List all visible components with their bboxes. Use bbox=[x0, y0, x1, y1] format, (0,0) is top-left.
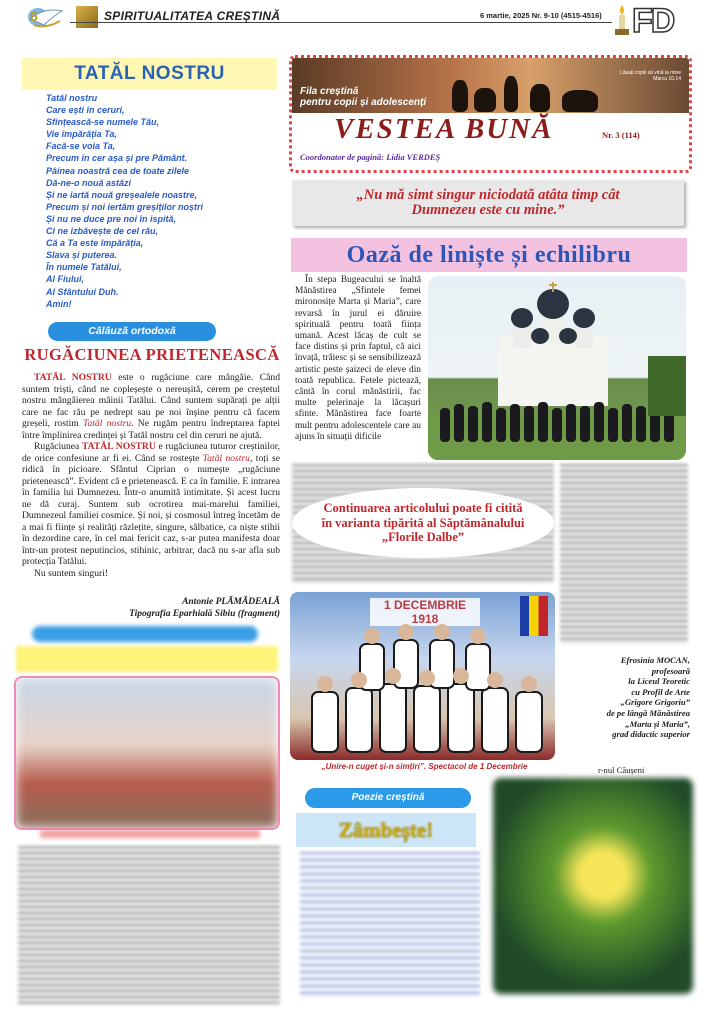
prayer-line: Tatăl nostru bbox=[46, 93, 98, 103]
vb-quote bbox=[620, 70, 681, 82]
performance-caption: „Unire-n cuget și-n simțiri”. Spectacol de 1 Decembrie bbox=[321, 762, 528, 771]
poem-title-banner bbox=[296, 813, 476, 847]
prayer-line: Al Fiului, bbox=[46, 274, 84, 285]
prayer-line: Dă-ne-o nouă astăzi bbox=[46, 177, 132, 188]
header-gold-square bbox=[76, 6, 98, 28]
vb-subtitle bbox=[300, 86, 426, 108]
author-box bbox=[560, 655, 690, 740]
blurred-text-column bbox=[560, 464, 688, 644]
prayer-line: În numele Tatălui, bbox=[46, 262, 122, 273]
prayer-line: Sfințească-se numele Tău, bbox=[46, 117, 160, 128]
prayer-line: Și ne iartă nouă greșealele noastre, bbox=[46, 189, 198, 200]
highlight-text: Tatăl nostru bbox=[83, 418, 132, 429]
oaza-text bbox=[295, 275, 421, 443]
continuation-line: „Florile Dalbe” bbox=[381, 530, 465, 545]
vb-quote-ref: Marcu 10,14 bbox=[653, 76, 681, 82]
highlight-text: TATĂL NOSTRU bbox=[82, 441, 156, 452]
blurred-photo-kids bbox=[14, 676, 280, 830]
tatal-nostru-banner bbox=[22, 58, 277, 90]
prayer-line: Că a Ta este împărăția, bbox=[46, 238, 144, 249]
vestea-buna-masthead bbox=[289, 55, 692, 173]
prayer-line: Al Sfântului Duh. bbox=[46, 286, 119, 297]
dancers-illustration bbox=[290, 622, 555, 760]
vb-title: VESTEA BUNĂ bbox=[334, 113, 554, 145]
vb-number: Nr. 3 (114) bbox=[602, 130, 640, 140]
author-line: „Grigore Grigoriu” bbox=[620, 697, 690, 708]
prayer-line: Facă-se voia Ta, bbox=[46, 141, 116, 152]
prayer-line: Și nu ne duce pre noi în ispită, bbox=[46, 213, 177, 224]
author-line: grad didactic superior bbox=[612, 729, 690, 740]
oaza-title: Oază de liniște și echilibru bbox=[291, 238, 687, 272]
monastery-photo bbox=[428, 276, 686, 460]
article-paragraph bbox=[22, 372, 280, 441]
quote-banner bbox=[292, 180, 684, 226]
article-paragraph: Nu suntem singuri! bbox=[34, 567, 109, 579]
quote-line: Dumnezeu este cu mine.” bbox=[411, 202, 565, 218]
highlight-text: Tatăl nostru bbox=[202, 452, 250, 464]
article-author: Antonie PLĂMĂDEALĂ bbox=[182, 597, 280, 607]
poem-title: Zâmbește! bbox=[338, 818, 434, 842]
paragraph-text: e rugăciunea tuturor creștinilor, de orice confesiune ar fi ei. Când se rostește bbox=[22, 441, 280, 464]
blurred-photo-garden bbox=[493, 778, 693, 994]
candle-icon bbox=[612, 3, 632, 39]
blurred-caption bbox=[40, 830, 260, 838]
author-line: la Liceul Teoretic bbox=[628, 676, 690, 687]
blurred-poem-text bbox=[300, 852, 480, 998]
monastery-illustration bbox=[428, 276, 686, 460]
blurred-heading bbox=[16, 646, 278, 672]
logo-fd: FD bbox=[632, 2, 674, 40]
author-line: „Marta și Maria”, bbox=[625, 718, 690, 729]
nativity-figure bbox=[474, 88, 496, 112]
nativity-figure bbox=[452, 80, 468, 112]
prayer-line: Ci ne izbăvește de cel rău, bbox=[46, 226, 159, 237]
author-line: cu Profil de Arte bbox=[631, 686, 690, 697]
section-pill-poezie: Poezie creștină bbox=[305, 788, 471, 808]
paragraph-text: este o rugăciune care mângâie. Când suntem triști, când ne copleșește o nereușită, cerem pe creștetul nostru mângâierea mâinii Tatălui. Când suntem supărați pe alții care ne fac rău pe nedrept sau pe noi înșine pentru că facem greșeli, rostim bbox=[22, 372, 281, 429]
prayer-line: Care ești în ceruri, bbox=[46, 105, 125, 116]
section-pill-calauza: Călăuză ortodoxă bbox=[48, 322, 216, 341]
blurred-text-column bbox=[18, 846, 280, 1004]
performance-sign: 1 DECEMBRIE 1918 bbox=[370, 598, 480, 626]
page-header bbox=[0, 0, 707, 40]
vb-subtitle-line: Fila creștină bbox=[300, 86, 359, 97]
continuation-note bbox=[292, 488, 554, 558]
article-body bbox=[22, 372, 280, 579]
vb-subtitle-line: pentru copii și adolescenți bbox=[300, 97, 427, 108]
tatal-nostru-title: TATĂL NOSTRU bbox=[74, 63, 225, 84]
article-paragraph bbox=[22, 441, 280, 568]
quote-line: „Nu mă simt singur niciodată atâta timp cât bbox=[356, 186, 620, 203]
vb-quote-line: Lăsați copiii să vină la mine bbox=[620, 70, 681, 76]
publication-title: SPIRITUALITATEA CREȘTINĂ bbox=[104, 9, 281, 23]
paragraph-text: Rugăciunea bbox=[34, 441, 82, 452]
highlight-text: TATĂL NOSTRU bbox=[34, 372, 112, 383]
paragraph-text: , toți se ridică în picioare. Sfântul Ciprian o numește „rugăciune prietenească”. Evident că e prietenească. E ca în familie. E intrarea în familia lui Dumnezeu. Într-o anumită intimitate. Și acest lucru ne dă curaj. Suntem sub ocrotirea mai-marelui familiei, Dumnezeul familiei cosmice. Și noi, și cosmosul întreg încetăm de a mai fi ființe și realități răzlețite, singure, sălbatice, ca niște stihii în dezordine care, în cel mai fericit caz, s-ar putea manifesta doar într-un protest neputincios, stihinic, arbitrar, dacă nu s-ar afla sub protecția Tatălui. bbox=[22, 452, 280, 567]
blurred-section-pill bbox=[32, 626, 258, 642]
prayer-line: Slava și puterea. bbox=[46, 250, 118, 261]
paragraph-text: . Ne rugăm pentru îndreptarea faptei între împlinirea credinței și Tatăl nostru cel din ceruri ne ajută. bbox=[22, 418, 280, 441]
nativity-figure bbox=[562, 90, 598, 112]
issue-info: 6 martie, 2025 Nr. 9-10 (4515-4516) bbox=[480, 11, 602, 20]
prayer-line: Amin! bbox=[46, 298, 72, 309]
prayer-line: Precum în cer așa și pre Pământ. bbox=[46, 153, 188, 164]
oaza-paragraph: În stepa Bugeacului se înaltă Mănăstirea „Sfintele femei mironosițe Marta și Maria”, care revarsă în jurul ei dăruire spirituală pentru toată ființa umană. Acest lăcaș de cult se face distins și prin faptul, că aici învață, trăiesc și se sensibilizează artistic peste șaizeci de eleve din toată republica. Fetele pictează, cântă în corul mănăstirii, fac multe pelerinaje la lăcașuri sfinte. Mănăstirea face foarte mult pentru adolescentele care au ajuns în situații dificile bbox=[295, 275, 421, 442]
photo-fill bbox=[16, 678, 278, 828]
continuation-line: în varianta tipărită al Săptămânalului bbox=[321, 515, 525, 530]
article-source: Tipografia Eparhială Sibiu (fragment) bbox=[129, 609, 280, 619]
page-number: 6 bbox=[30, 8, 38, 24]
author-line: de pe lângă Mănăstirea bbox=[606, 707, 690, 718]
vb-coordinator: Coordonator de pagină: Lidia VERDEȘ bbox=[300, 152, 441, 162]
prayer-line: Pâinea noastră cea de toate zilele bbox=[46, 165, 190, 176]
nativity-figure bbox=[530, 84, 550, 112]
author-line: profesoară bbox=[651, 665, 690, 676]
prayer-text bbox=[46, 92, 276, 310]
author-raion: r-nul Căușeni bbox=[598, 765, 645, 775]
prayer-line: Vie împărăția Ta, bbox=[46, 129, 117, 140]
prayer-line: Precum și noi iertăm greșiților noștri bbox=[46, 201, 204, 212]
continuation-line: Continuarea articolului poate fi citită bbox=[323, 501, 523, 516]
nativity-figure bbox=[504, 76, 518, 112]
article-title: RUGĂCIUNEA PRIETENEASCĂ bbox=[24, 345, 280, 364]
author-name: Efrosinia MOCAN, bbox=[620, 655, 690, 665]
performance-photo bbox=[290, 592, 555, 760]
